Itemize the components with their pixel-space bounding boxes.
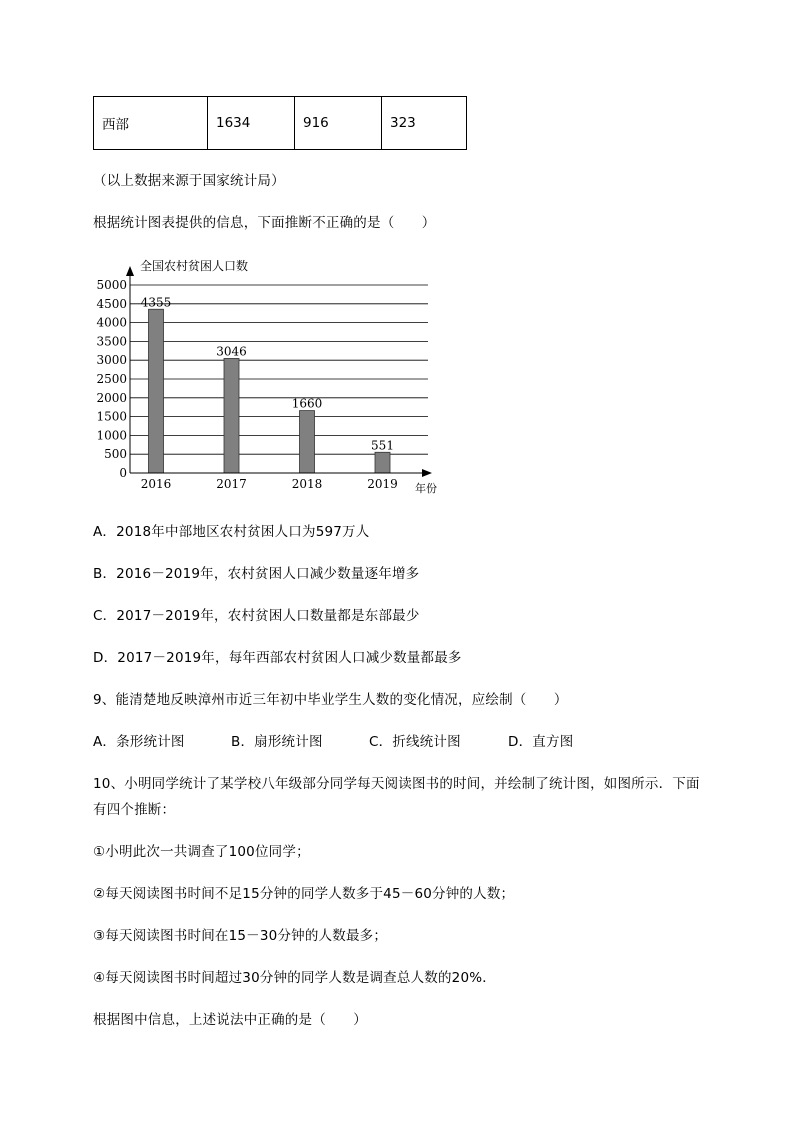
source-note: （以上数据来源于国家统计局）	[93, 173, 285, 189]
statement-2: ②每天阅读图书时间不足15分钟的同学人数多于45－60分钟的人数；	[93, 886, 515, 902]
table-cell: 1634	[208, 97, 295, 150]
question-10-stem: 根据图中信息，上述说法中正确的是（ ）	[93, 1012, 367, 1028]
table-row	[94, 97, 467, 150]
rural-poverty-bar-chart	[88, 252, 448, 497]
option-8c: C．2017－2019年，农村贫困人口数量都是东部最少	[93, 608, 420, 624]
bar-2018	[300, 411, 315, 473]
option-9d: D．直方图	[508, 734, 574, 750]
x-tick-label: 2016	[140, 477, 172, 491]
data-label: 551	[371, 438, 394, 453]
question-10-line-2: 有四个推断：	[93, 802, 176, 818]
data-label: 4355	[140, 295, 172, 310]
y-tick-label: 500	[104, 447, 127, 462]
question-10-line-1: 10、小明同学统计了某学校八年级部分同学每天阅读图书的时间，并绘制了统计图，如图所示．下面	[93, 776, 700, 792]
table-cell-region: 西部	[94, 97, 208, 150]
table-cell: 916	[295, 97, 382, 150]
bar-2016	[149, 309, 164, 473]
option-9c: C．折线统计图	[369, 734, 461, 750]
statement-3: ③每天阅读图书时间在15－30分钟的人数最多；	[93, 928, 388, 944]
option-8d: D．2017－2019年，每年西部农村贫困人口减少数量都最多	[93, 650, 462, 666]
table-cell: 323	[382, 97, 467, 150]
y-tick-label: 2000	[96, 390, 127, 405]
question-8-stem: 根据统计图表提供的信息，下面推断不正确的是（ ）	[93, 215, 436, 231]
option-8a: A．2018年中部地区农村贫困人口为597万人	[93, 524, 370, 540]
option-9a: A．条形统计图	[93, 734, 185, 750]
chart-title: 全国农村贫困人口数	[140, 259, 249, 273]
y-tick-label: 4000	[96, 315, 127, 330]
y-tick-label: 2500	[96, 372, 127, 386]
x-tick-label: 2019	[367, 477, 398, 491]
y-tick-label: 3500	[96, 334, 127, 349]
x-axis-label: 年份	[415, 482, 437, 495]
y-tick-label: 1000	[96, 428, 127, 443]
bar-2017	[224, 358, 239, 473]
bar-2019	[375, 452, 390, 473]
y-tick-label: 5000	[96, 278, 127, 292]
option-9b: B．扇形统计图	[231, 734, 323, 750]
statement-4: ④每天阅读图书时间超过30分钟的同学人数是调查总人数的20%．	[93, 970, 496, 986]
region-data-table	[93, 96, 467, 150]
data-label: 1660	[291, 396, 323, 411]
y-tick-label: 3000	[96, 353, 127, 368]
x-tick-label: 2017	[216, 477, 247, 491]
y-tick-label: 1500	[96, 409, 127, 424]
question-9: 9、能清楚地反映漳州市近三年初中毕业学生人数的变化情况，应绘制（ ）	[93, 692, 568, 708]
data-label: 3046	[216, 344, 247, 359]
y-tick-label: 4500	[96, 296, 127, 311]
x-axis-arrow-icon	[422, 469, 432, 477]
x-tick-label: 2018	[291, 477, 323, 491]
y-axis-arrow-icon	[126, 266, 134, 276]
statement-1: ①小明此次一共调查了100位同学；	[93, 844, 310, 860]
option-8b: B．2016－2019年，农村贫困人口减少数量逐年增多	[93, 566, 420, 582]
y-tick-label: 0	[119, 466, 127, 480]
